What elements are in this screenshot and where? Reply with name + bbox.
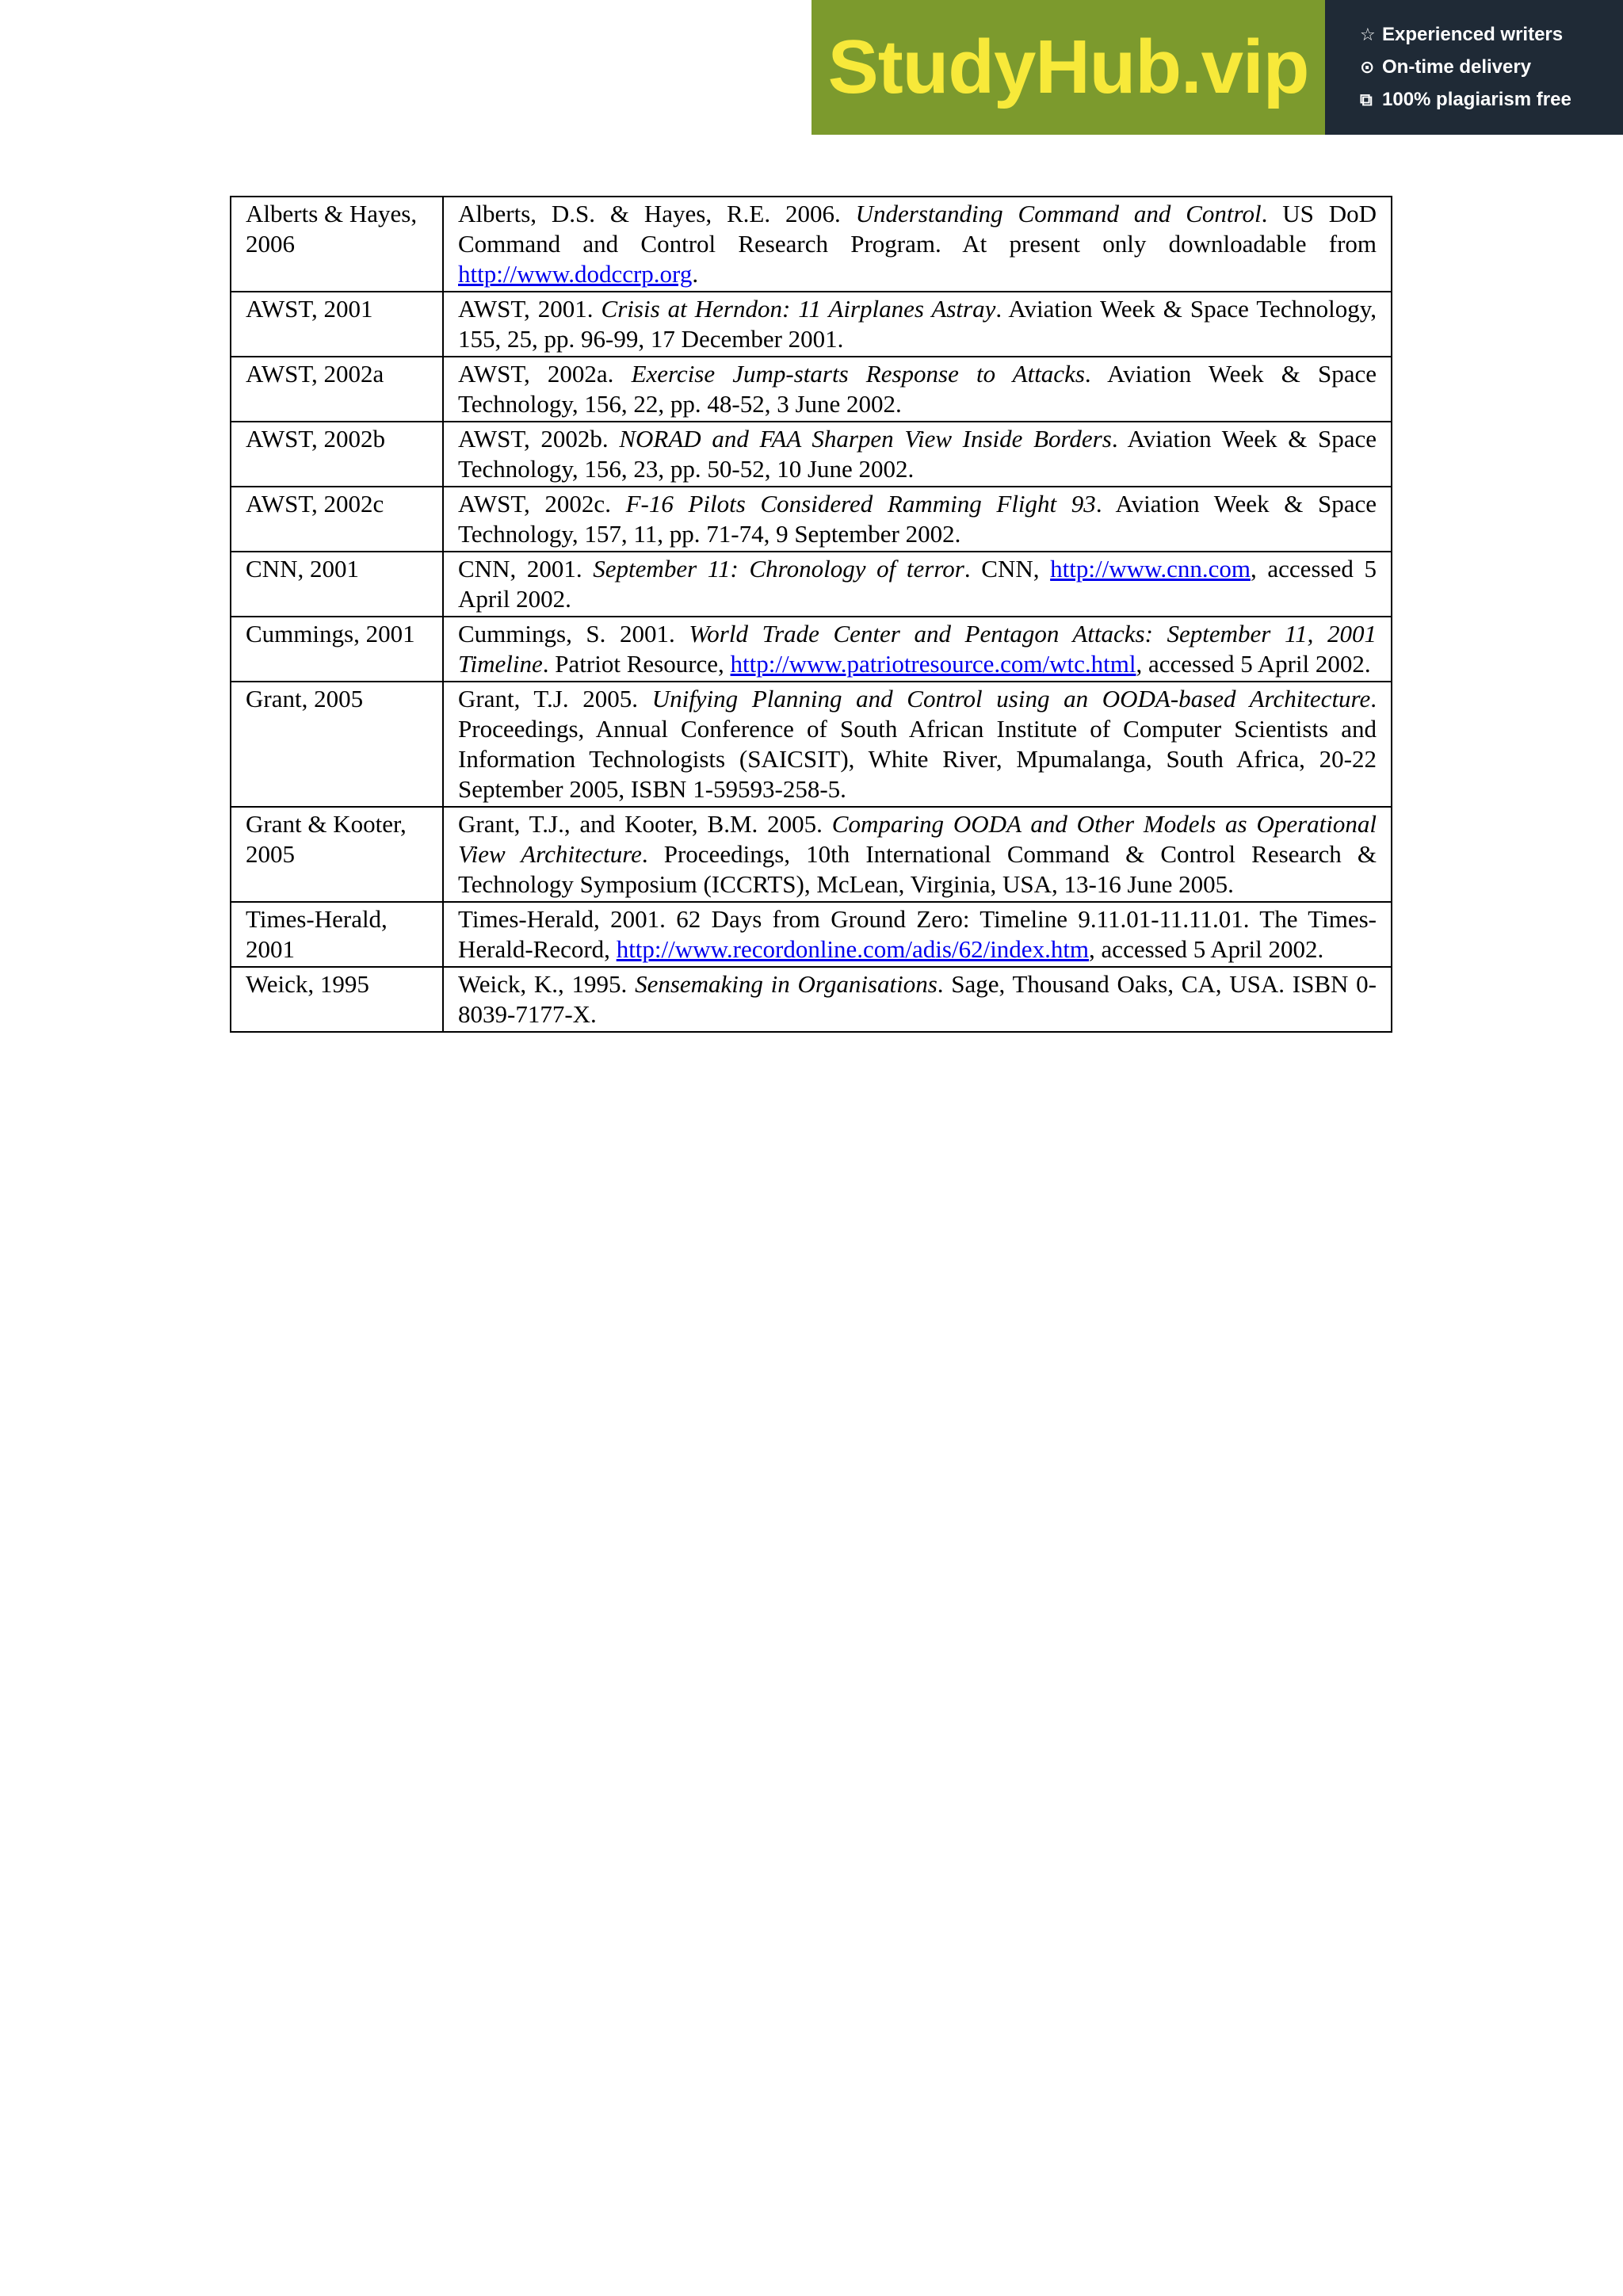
- reference-text: , accessed 5 April 2002.: [1136, 650, 1371, 678]
- reference-key: AWST, 2002c: [231, 487, 443, 552]
- reference-entry: [443, 292, 1392, 357]
- reference-text: AWST, 2002b.: [458, 425, 620, 453]
- reference-text: . Aviation Week & Space Technology, 156, 22, pp. 48-52, 3 June 2002.: [458, 360, 1377, 418]
- reference-entry: [443, 902, 1392, 967]
- reference-row: [231, 422, 1392, 487]
- feature-experienced-writers: [1360, 19, 1623, 52]
- reference-title: Exercise Jump-starts Response to Attacks: [631, 360, 1085, 388]
- reference-key: Times-Herald, 2001: [231, 902, 443, 967]
- feature-label: Experienced writers: [1382, 24, 1564, 45]
- reference-entry: [443, 197, 1392, 292]
- reference-text: . US DoD Command and Control Research Program. At present only downloadable from: [458, 200, 1377, 258]
- reference-row: [231, 197, 1392, 292]
- reference-key: Weick, 1995: [231, 967, 443, 1032]
- reference-text: .: [692, 260, 699, 288]
- reference-title: NORAD and FAA Sharpen View Inside Borders: [619, 425, 1112, 453]
- reference-text: . Aviation Week & Space Technology, 155, 25, pp. 96-99, 17 December 2001.: [458, 295, 1377, 353]
- reference-key: Cummings, 2001: [231, 617, 443, 682]
- clock-icon: ⊙: [1360, 57, 1375, 77]
- feature-label: On-time delivery: [1382, 56, 1532, 78]
- reference-text: Cummings, S. 2001.: [458, 620, 689, 648]
- reference-title: F-16 Pilots Considered Ramming Flight 93: [625, 490, 1096, 518]
- reference-entry: [443, 682, 1392, 807]
- reference-row: [231, 682, 1392, 807]
- reference-row: [231, 487, 1392, 552]
- reference-link[interactable]: http://www.dodccrp.org: [458, 260, 693, 288]
- reference-text: AWST, 2001.: [458, 295, 601, 323]
- reference-text: . Aviation Week & Space Technology, 157, 11, pp. 71-74, 9 September 2002.: [458, 490, 1377, 548]
- reference-key: CNN, 2001: [231, 552, 443, 617]
- banner-features: [1325, 0, 1623, 135]
- reference-row: [231, 807, 1392, 902]
- reference-row: [231, 552, 1392, 617]
- studyhub-banner[interactable]: [812, 0, 1623, 135]
- reference-text: . Sage, Thousand Oaks, CA, USA. ISBN 0-8039-7177-X.: [458, 970, 1377, 1028]
- studyhub-logo[interactable]: [812, 0, 1325, 135]
- reference-title: World Trade Center and Pentagon Attacks: September 11, 2001 Timeline: [458, 620, 1377, 678]
- feature-label: 100% plagiarism free: [1382, 89, 1571, 110]
- reference-entry: [443, 552, 1392, 617]
- reference-text: Grant, T.J., and Kooter, B.M. 2005.: [458, 810, 832, 838]
- reference-text: Weick, K., 1995.: [458, 970, 636, 998]
- reference-key: AWST, 2002a: [231, 357, 443, 422]
- reference-entry: [443, 422, 1392, 487]
- reference-key: Grant, 2005: [231, 682, 443, 807]
- reference-key: AWST, 2002b: [231, 422, 443, 487]
- reference-text: . Proceedings, Annual Conference of South African Institute of Computer Scientists and Information Technologists (SAICSIT), White River, Mpumalanga, South Africa, 20-22 September 2005, ISBN 1-59593-258-5.: [458, 685, 1377, 803]
- reference-text: Grant, T.J. 2005.: [458, 685, 652, 712]
- reference-text: AWST, 2002c.: [458, 490, 626, 518]
- reference-row: [231, 902, 1392, 967]
- reference-text: CNN, 2001.: [458, 555, 594, 583]
- reference-text: . Proceedings, 10th International Command & Control Research & Technology Symposium (ICCRTS), McLean, Virginia, USA, 13-16 June 2005.: [458, 840, 1377, 898]
- reference-row: [231, 617, 1392, 682]
- references-table: [230, 196, 1392, 1033]
- reference-key: Grant & Kooter, 2005: [231, 807, 443, 902]
- reference-text: . Aviation Week & Space Technology, 156, 23, pp. 50-52, 10 June 2002.: [458, 425, 1377, 483]
- reference-text: . Patriot Resource,: [542, 650, 731, 678]
- reference-text: , accessed 5 April 2002.: [458, 555, 1377, 613]
- reference-text: . CNN,: [964, 555, 1051, 583]
- reference-key: Alberts & Hayes, 2006: [231, 197, 443, 292]
- reference-text: , accessed 5 April 2002.: [1089, 935, 1324, 963]
- logo-text: StudyHub.vip: [827, 25, 1309, 109]
- reference-entry: [443, 617, 1392, 682]
- copy-icon: ⧉: [1360, 90, 1373, 109]
- star-icon: ☆: [1360, 25, 1376, 44]
- reference-title: Sensemaking in Organisations: [635, 970, 938, 998]
- reference-text: Times-Herald, 2001. 62 Days from Ground Zero: Timeline 9.11.01-11.11.01. The Times-Herald-Record,: [458, 905, 1377, 963]
- reference-text: Alberts, D.S. & Hayes, R.E. 2006.: [458, 200, 856, 227]
- reference-link[interactable]: http://www.recordonline.com/adis/62/index.htm: [616, 935, 1090, 963]
- feature-plagiarism-free: [1360, 84, 1623, 117]
- reference-entry: [443, 807, 1392, 902]
- reference-row: [231, 357, 1392, 422]
- reference-row: [231, 967, 1392, 1032]
- reference-link[interactable]: http://www.patriotresource.com/wtc.html: [730, 650, 1136, 678]
- reference-title: Crisis at Herndon: 11 Airplanes Astray: [601, 295, 996, 323]
- reference-row: [231, 292, 1392, 357]
- reference-title: Comparing OODA and Other Models as Operational View Architecture: [458, 810, 1377, 868]
- reference-link[interactable]: http://www.cnn.com: [1050, 555, 1251, 583]
- references-body: [231, 197, 1392, 1032]
- reference-title: Understanding Command and Control: [855, 200, 1262, 227]
- reference-title: Unifying Planning and Control using an OODA-based Architecture: [651, 685, 1371, 712]
- reference-entry: [443, 487, 1392, 552]
- feature-on-time-delivery: [1360, 52, 1623, 84]
- reference-text: AWST, 2002a.: [458, 360, 632, 388]
- reference-entry: [443, 357, 1392, 422]
- reference-key: AWST, 2001: [231, 292, 443, 357]
- reference-entry: [443, 967, 1392, 1032]
- reference-title: September 11: Chronology of terror: [593, 555, 964, 583]
